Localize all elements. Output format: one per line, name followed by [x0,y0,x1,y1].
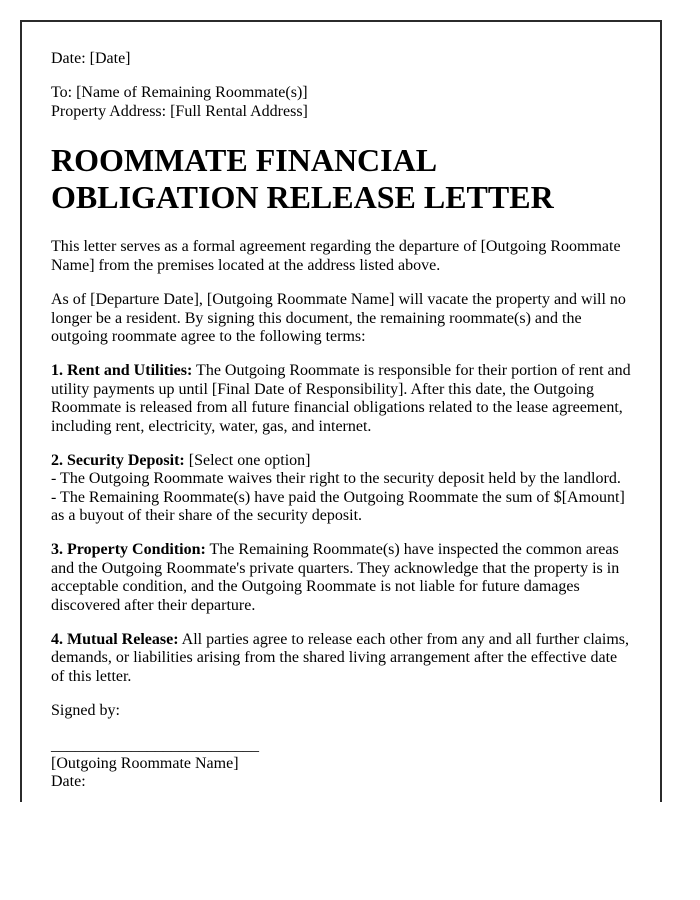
term-security-deposit-heading [51,452,631,470]
security-deposit-option-waive: - The Outgoing Roommate waives their right to the security deposit held by the landlord. [51,470,621,488]
term-security-deposit-label: 2. Security Deposit: [51,451,185,469]
property-address-line: Property Address: [Full Rental Address] [51,102,308,120]
to-line: To: [Name of Remaining Roommate(s)] [51,84,308,102]
term-rent-utilities [51,362,631,436]
signature-date-line: Date: [51,773,86,791]
signed-by-line: Signed by: [51,702,120,720]
letter-page [20,20,662,802]
term-mutual-release-label: 4. Mutual Release: [51,631,179,649]
term-property-condition [51,541,631,615]
term-property-condition-text: The Remaining Roommate(s) have inspected the common areas and the Outgoing Roommate's private quarters. They acknowledge that the property is in acceptable condition, and the Outgoing Roommate is not liable for future damages discovered after their departure. [51,541,620,614]
signatory-name: [Outgoing Roommate Name] [51,754,239,772]
letter-title: ROOMMATE FINANCIAL OBLIGATION RELEASE LETTER [51,142,554,216]
term-property-condition-label: 3. Property Condition: [51,541,206,559]
term-rent-utilities-text: The Outgoing Roommate is responsible for their portion of rent and utility payments up until [Final Date of Responsibility]. After this date, the Outgoing Roommate is released from all future financial obligations related to the lease agreement, including rent, electricity, water, gas, and internet. [51,362,631,435]
term-security-deposit [51,452,631,526]
term-rent-utilities-label: 1. Rent and Utilities: [51,362,193,380]
signature-block [51,737,631,792]
departure-paragraph: As of [Departure Date], [Outgoing Roommate Name] will vacate the property and will no longer be a resident. By signing this document, the remaining roommate(s) and the outgoing roommate agree to the following terms: [51,291,626,345]
date-line: Date: [Date] [51,50,131,67]
intro-paragraph: This letter serves as a formal agreement regarding the departure of [Outgoing Roommate Name] from the premises located at the address listed above. [51,238,621,274]
security-deposit-option-buyout: - The Remaining Roommate(s) have paid the Outgoing Roommate the sum of $[Amount] as a buyout of their share of the security deposit. [51,488,625,525]
term-mutual-release-text: All parties agree to release each other from any and all further claims, demands, or liabilities arising from the shared living arrangement after the effective date of this letter. [51,631,629,685]
signature-line: __________________________ [51,736,259,754]
term-security-deposit-text: [Select one option] [184,451,311,469]
recipient-block [51,84,631,121]
term-mutual-release [51,631,631,686]
